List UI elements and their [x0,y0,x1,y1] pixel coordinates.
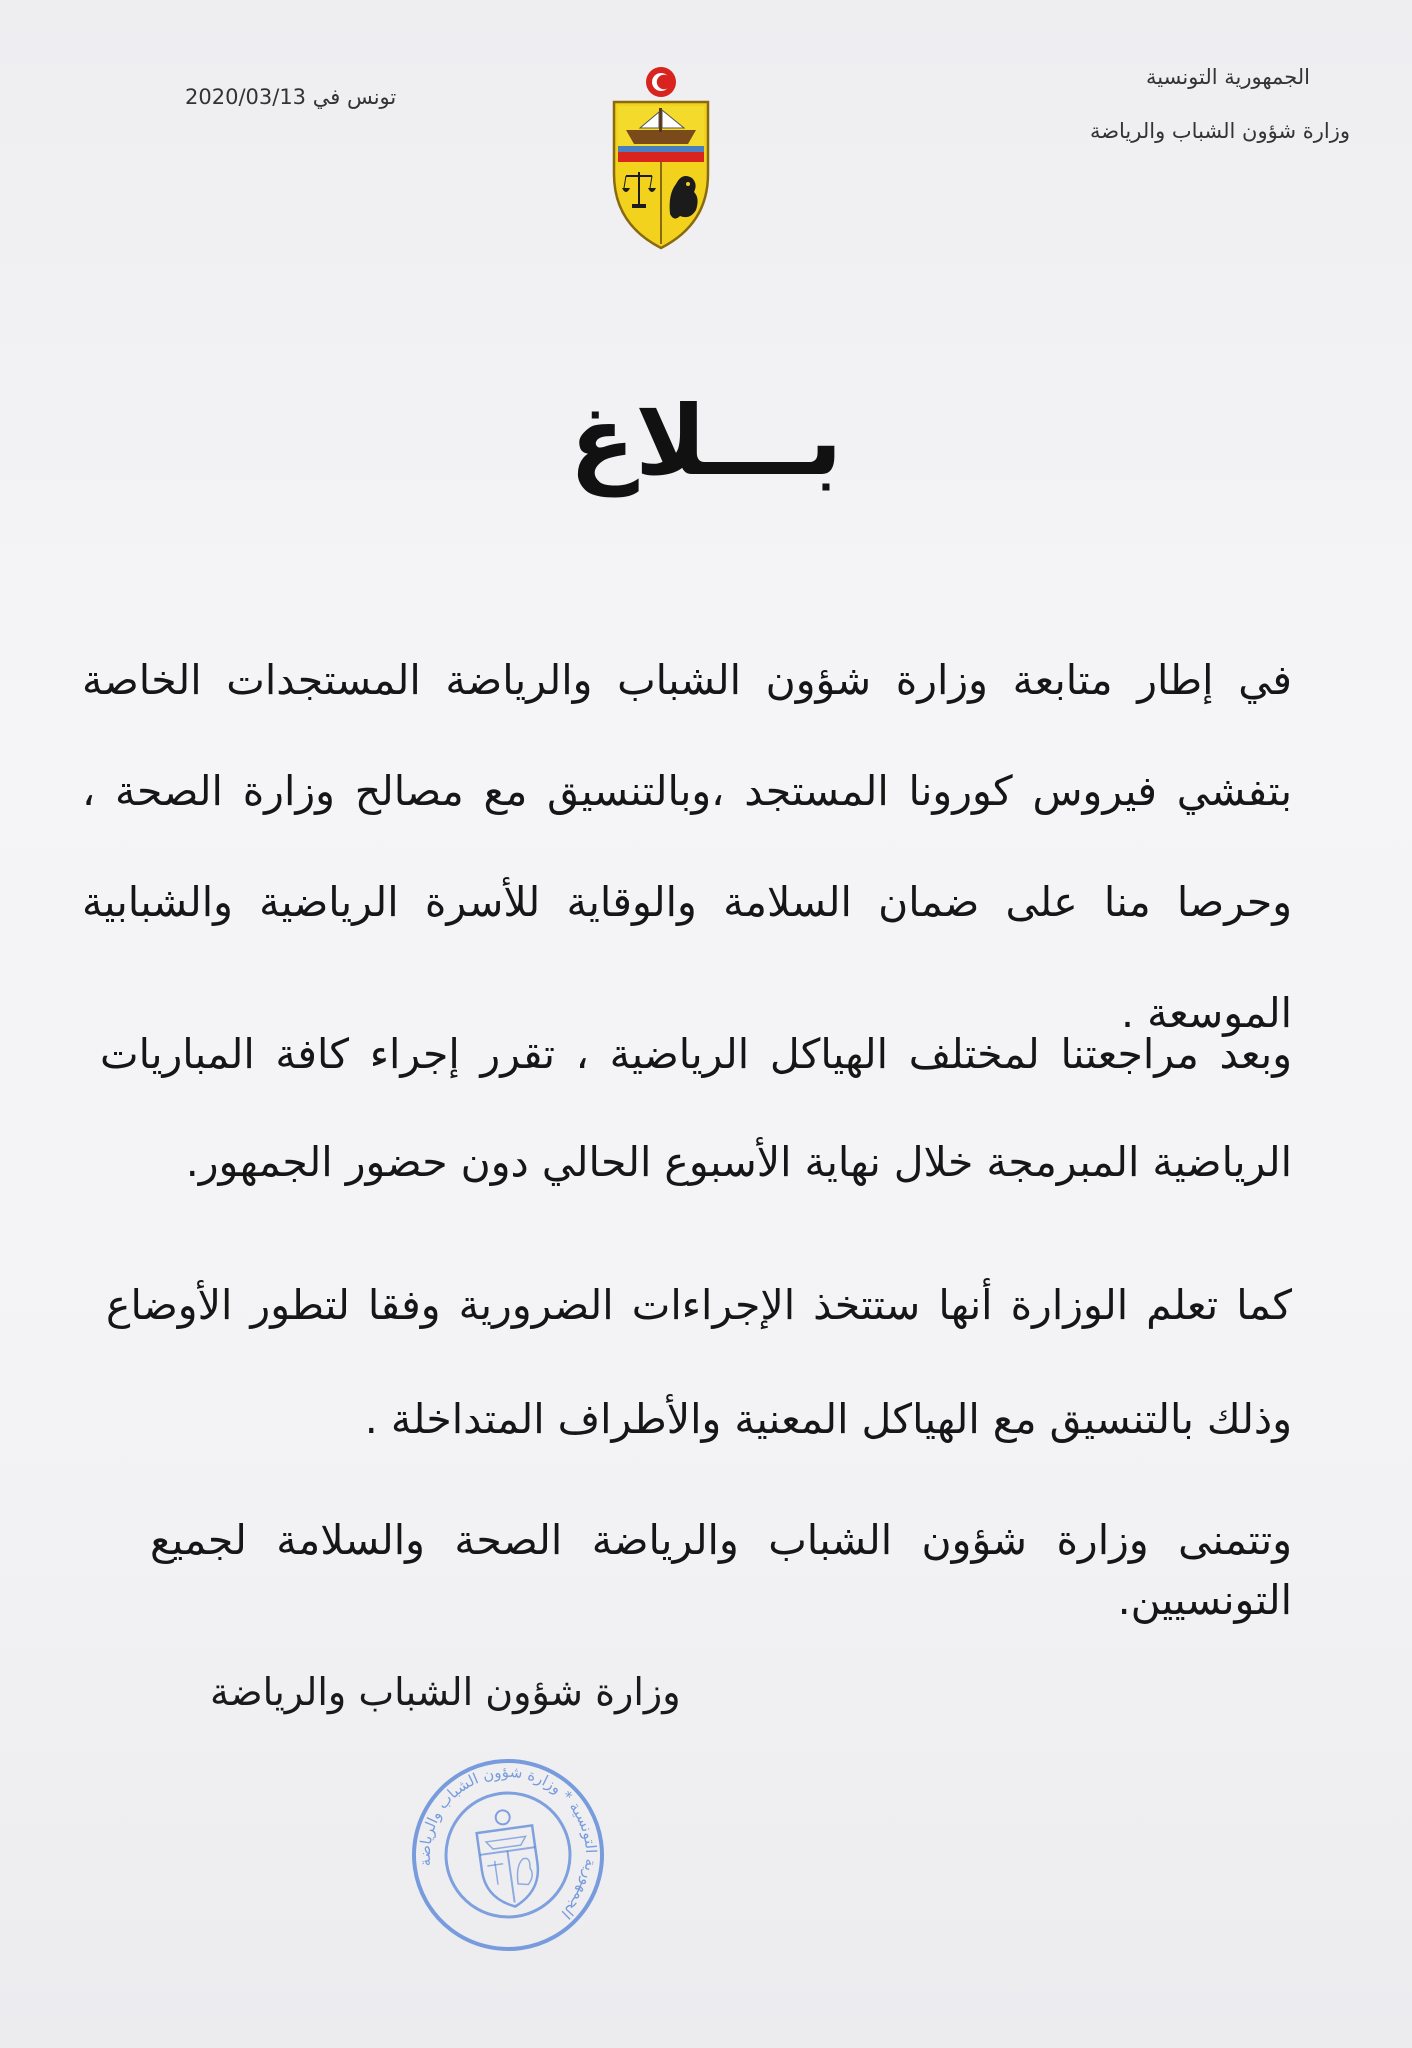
paragraph-2: وبعد مراجعتنا لمختلف الهياكل الرياضية ، تقرر إجراء كافة المباريات الرياضية المبرمجة خلال نهاية الأسبوع الحالي دون حضور الجمهور. [100,1030,1292,1186]
paragraph-1: في إطار متابعة وزارة شؤون الشباب والرياضة المستجدات الخاصة بتفشي فيروس كورونا المستجد ،وبالتنسيق مع مصالح وزارة الصحة ، وحرصا منا على ضمان السلامة والوقاية للأسرة الرياضية والشبابية الموسعة . [82,656,1292,1037]
tunisia-coat-of-arms-icon [604,64,718,250]
ministry-name: وزارة شؤون الشباب والرياضة [1089,119,1350,143]
paragraph-4: وتتمنى وزارة شؤون الشباب والرياضة الصحة والسلامة لجميع التونسيين. [150,1516,1292,1624]
republic-name: الجمهورية التونسية [1146,65,1310,89]
letterhead [990,50,1350,158]
paragraph-3: كما تعلم الوزارة أنها ستتخذ الإجراءات الضرورية وفقا لتطور الأوضاع وذلك بالتنسيق مع الهياكل المعنية والأطراف المتداخلة . [106,1281,1292,1443]
stamp-text: الجمهورية التونسية * وزارة شؤون الشباب والرياضة [415,1762,601,1923]
official-stamp-icon [395,1742,621,1968]
page-title: بـــلاغ [569,385,843,497]
signature-line: وزارة شؤون الشباب والرياضة [210,1670,681,1714]
date-line: تونس في 2020/03/13 [185,85,397,109]
